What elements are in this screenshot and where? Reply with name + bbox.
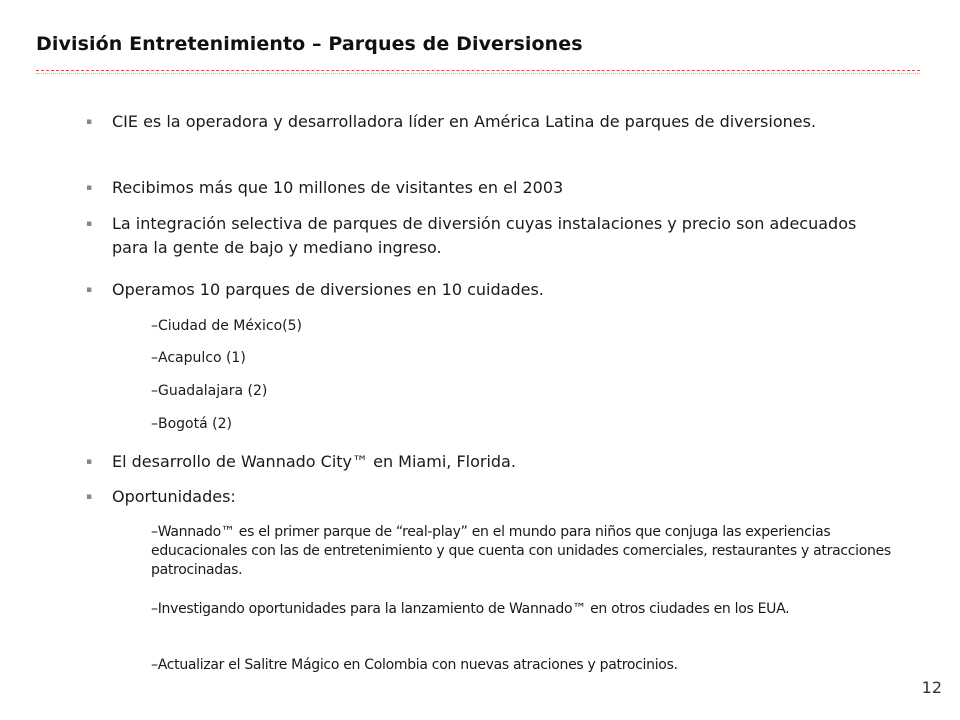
bullet-item (86, 110, 876, 134)
city-item: –Bogotá (2) (151, 416, 232, 432)
bullet-marker-icon: ▪ (86, 492, 93, 502)
bullet-marker-icon: ▪ (86, 457, 93, 467)
opportunity-item: –Wannado™ es el primer parque de “real-play” en el mundo para niños que conjuga las experiencias educacionales con las de entretenimiento y que cuenta con unidades comerciales, restaurantes y atracciones patrocinadas. (151, 524, 891, 578)
bullet-item (86, 176, 876, 200)
bullet-text: Operamos 10 parques de diversiones en 10 cuidades. (112, 280, 544, 299)
bullet-item (86, 212, 876, 260)
city-item: –Guadalajara (2) (151, 383, 268, 399)
opportunity-item: –Actualizar el Salitre Mágico en Colombia con nuevas atraciones y patrocinios. (151, 657, 678, 673)
bullet-text: CIE es la operadora y desarrolladora líder en América Latina de parques de diversiones. (112, 112, 817, 131)
bullet-text: La integración selectiva de parques de diversión cuyas instalaciones y precio son adecuados para la gente de bajo y mediano ingreso. (112, 214, 857, 257)
bullet-marker-icon: ▪ (86, 183, 93, 193)
bullet-item (86, 485, 876, 509)
city-item: –Ciudad de México(5) (151, 318, 303, 334)
bullet-text: Oportunidades: (112, 487, 236, 506)
page-number: 12 (921, 678, 942, 697)
opportunity-item: –Investigando oportunidades para la lanzamiento de Wannado™ en otros ciudades en los EUA. (151, 601, 790, 617)
bullet-marker-icon: ▪ (86, 219, 93, 229)
bullet-marker-icon: ▪ (86, 285, 93, 295)
slide-title: División Entretenimiento – Parques de Diversiones (36, 33, 583, 55)
title-divider-secondary (36, 73, 920, 74)
bullet-marker-icon: ▪ (86, 117, 93, 127)
title-divider (36, 70, 920, 71)
bullet-item (86, 450, 876, 474)
bullet-item (86, 278, 876, 302)
bullet-text: Recibimos más que 10 millones de visitantes en el 2003 (112, 178, 564, 197)
bullet-text: El desarrollo de Wannado City™ en Miami, Florida. (112, 452, 516, 471)
city-item: –Acapulco (1) (151, 350, 246, 366)
